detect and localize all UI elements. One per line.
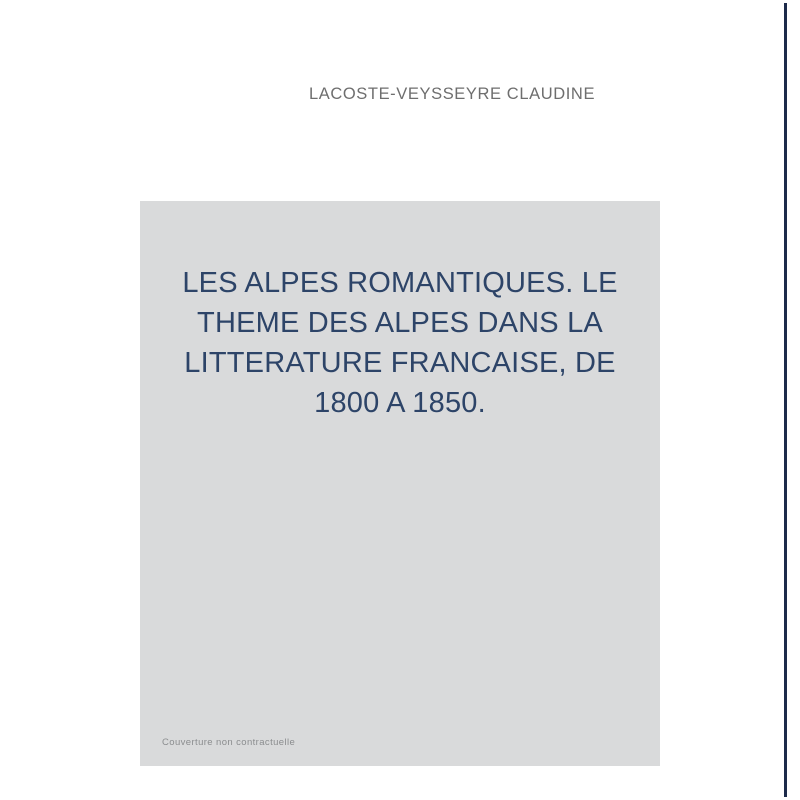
title-panel <box>140 201 660 766</box>
author-name: LACOSTE-VEYSSEYRE CLAUDINE <box>308 85 596 103</box>
book-title: LES ALPES ROMANTIQUES. LE THEME DES ALPES DANS LA LITTERATURE FRANCAISE, DE 1800 A 1850. <box>182 267 618 419</box>
book-cover-sheet <box>120 3 787 797</box>
cover-inner <box>120 3 784 797</box>
cover-disclaimer: Couverture non contractuelle <box>162 737 296 748</box>
